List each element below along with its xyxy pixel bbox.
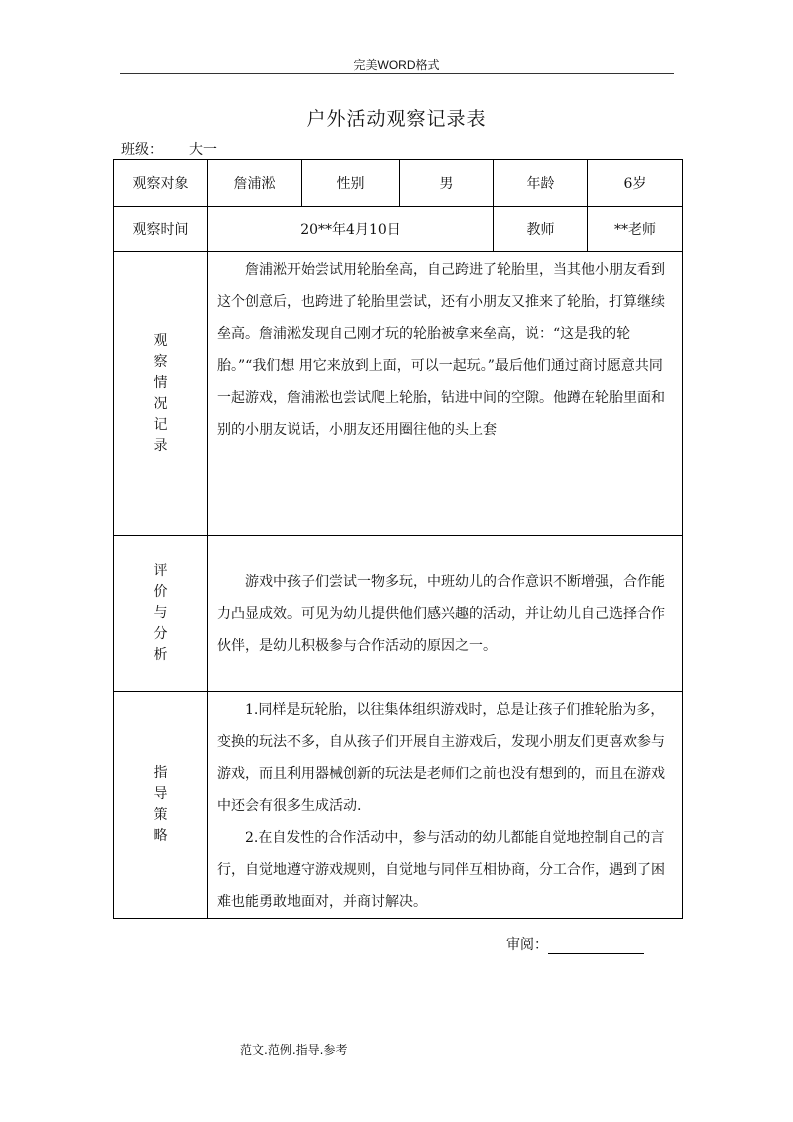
- table-row: [114, 692, 683, 919]
- review-signature: [506, 934, 644, 954]
- page-title: 户外活动观察记录表: [306, 108, 487, 130]
- table-row: [114, 536, 683, 692]
- gender-label: 性别: [302, 160, 400, 207]
- table-row: [114, 207, 683, 252]
- observe-target-value: 詹浦淞: [208, 160, 302, 207]
- evaluation-label: 评 价 与 分 析: [114, 536, 208, 692]
- review-signature-line: [548, 937, 644, 954]
- record-content: [208, 252, 683, 536]
- age-value: 6岁: [588, 160, 683, 207]
- class-value: 大一: [163, 141, 267, 160]
- page-header: 完美WORD格式: [353, 58, 440, 72]
- table-row: [114, 252, 683, 536]
- class-info: [121, 139, 267, 160]
- gender-value: 男: [400, 160, 494, 207]
- review-label: 审阅：: [506, 937, 548, 953]
- guidance-paragraph: 2.在自发性的合作活动中，参与活动的幼儿都能自觉地控制自己的言行，自觉地遵守游戏规则，自觉地与同伴互相协商，分工合作，遇到了困难也能勇敢地面对，并商讨解决。: [217, 830, 665, 910]
- record-label: 观 察 情 况 记 录: [114, 252, 208, 536]
- guidance-paragraph: 1.同样是玩轮胎，以往集体组织游戏时，总是让孩子们推轮胎为多，变换的玩法不多，自从孩子们开展自主游戏后，发现小朋友们更喜欢参与游戏，而且利用器械创新的玩法是老师们之前也没有想到的，而且在游戏中还会有很多生成活动.: [217, 702, 665, 814]
- teacher-value: **老师: [588, 207, 683, 252]
- teacher-label: 教师: [494, 207, 588, 252]
- table-row: [114, 160, 683, 207]
- header-divider: [120, 73, 674, 74]
- evaluation-paragraph: 游戏中孩子们尝试一物多玩，中班幼儿的合作意识不断增强，合作能力凸显成效。可见为幼儿提供他们感兴趣的活动，并让幼儿自己选择合作伙伴，是幼儿积极参与合作活动的原因之一。: [217, 573, 665, 654]
- guidance-content: [208, 692, 683, 919]
- observe-time-value: 20**年4月10日: [208, 207, 494, 252]
- observe-time-label: 观察时间: [114, 207, 208, 252]
- observe-target-label: 观察对象: [114, 160, 208, 207]
- page-footer: 范文.范例.指导.参考: [240, 1043, 348, 1057]
- class-label: 班级：: [121, 142, 163, 158]
- evaluation-content: [208, 536, 683, 692]
- guidance-label: 指 导 策 略: [114, 692, 208, 919]
- record-paragraph: 詹浦淞开始尝试用轮胎垒高，自己跨进了轮胎里，当其他小朋友看到这个创意后，也跨进了轮胎里尝试，还有小朋友又推来了轮胎，打算继续垒高。詹浦淞发现自己刚才玩的轮胎被拿来垒高，说：“这是我的轮胎。”“我们想 用它来放到上面，可以一起玩。”最后他们通过商讨愿意共同一起游戏，詹浦淞也尝试爬上轮胎，钻进中间的空隙。他蹲在轮胎里面和别的小朋友说话，小朋友还用圈往他的头上套: [217, 262, 665, 438]
- age-label: 年龄: [494, 160, 588, 207]
- observation-table: [113, 159, 683, 919]
